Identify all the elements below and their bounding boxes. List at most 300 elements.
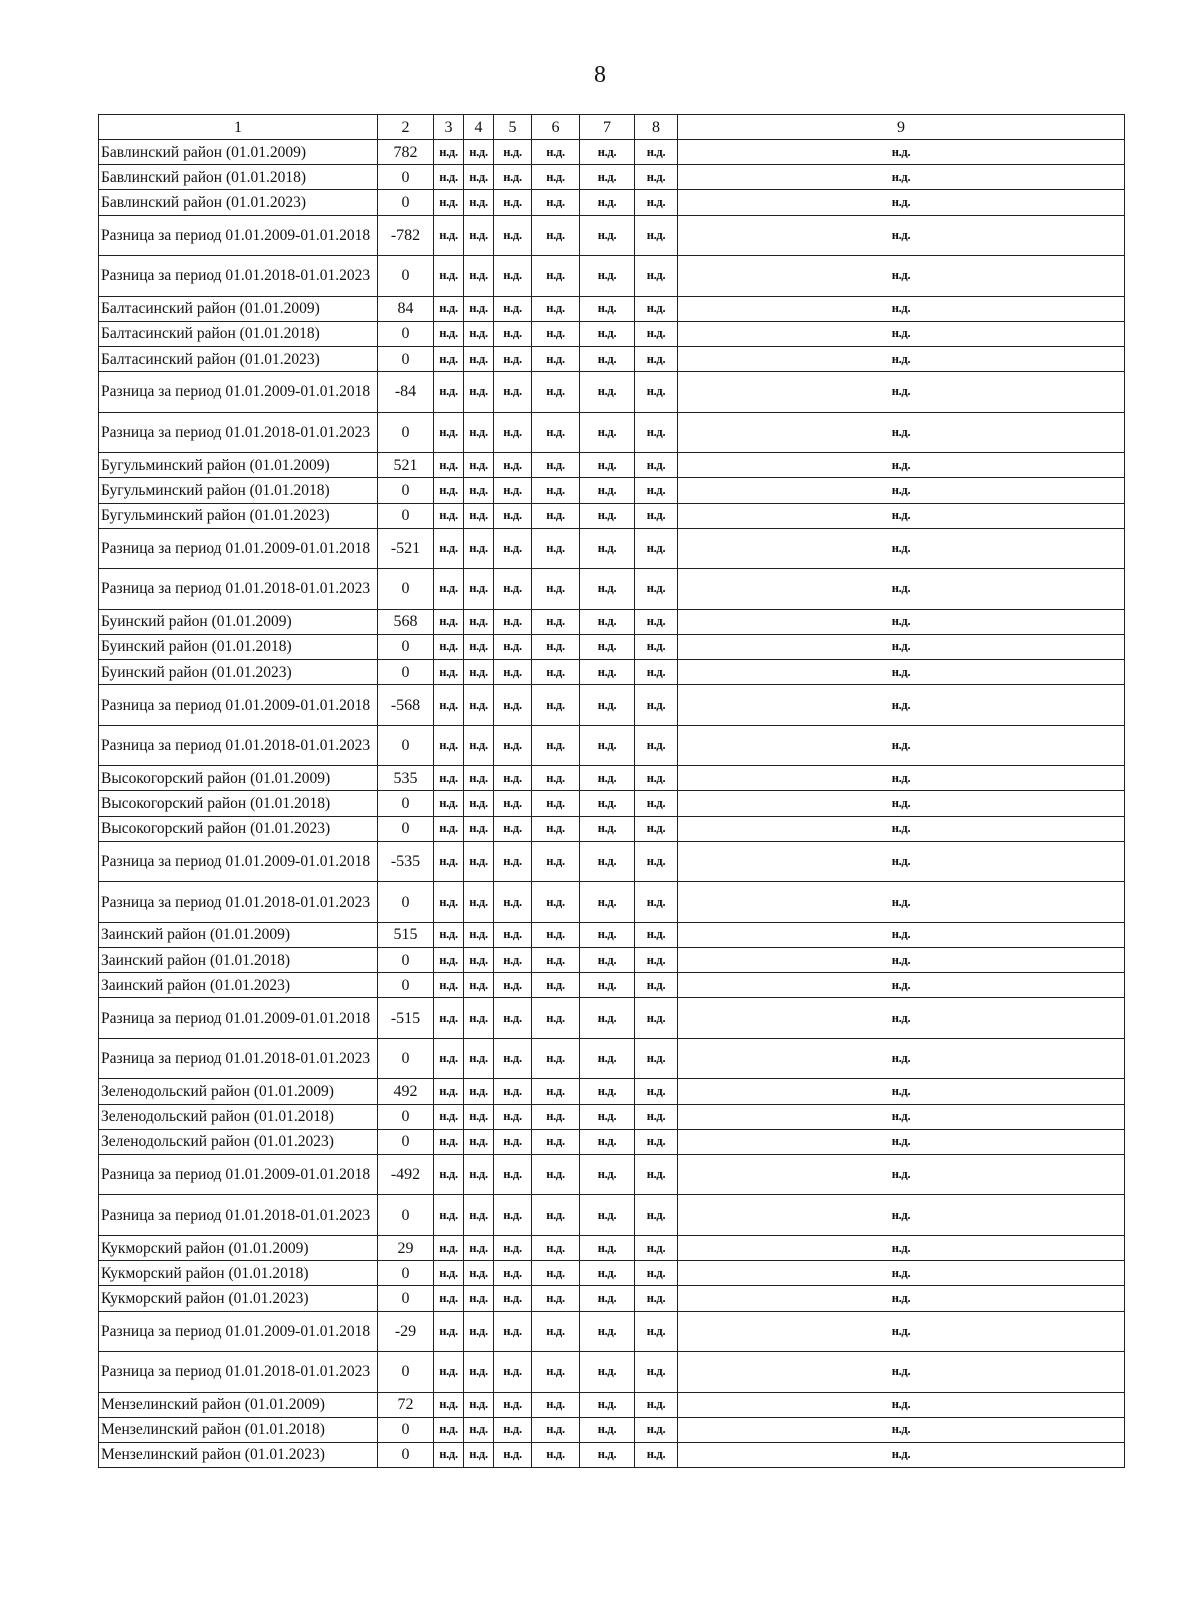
- nd-cell: н.д.: [532, 296, 580, 321]
- nd-cell: н.д.: [678, 1154, 1125, 1195]
- nd-cell: н.д.: [532, 725, 580, 766]
- nd-cell: н.д.: [635, 372, 678, 413]
- nd-cell: н.д.: [434, 1392, 464, 1417]
- nd-cell: н.д.: [678, 1352, 1125, 1393]
- column-header: 2: [378, 115, 434, 140]
- nd-cell: н.д.: [464, 1392, 494, 1417]
- nd-cell: н.д.: [678, 1079, 1125, 1104]
- nd-cell: н.д.: [635, 948, 678, 973]
- nd-cell: н.д.: [494, 140, 532, 165]
- row-name-cell: Высокогорский район (01.01.2009): [99, 766, 378, 791]
- row-name-cell: Разница за период 01.01.2018-01.01.2023: [99, 1038, 378, 1079]
- nd-cell: н.д.: [494, 766, 532, 791]
- nd-cell: н.д.: [494, 1417, 532, 1442]
- nd-cell: н.д.: [532, 973, 580, 998]
- nd-cell: н.д.: [678, 922, 1125, 947]
- nd-cell: н.д.: [464, 1235, 494, 1260]
- nd-cell: н.д.: [464, 1104, 494, 1129]
- nd-cell: н.д.: [678, 256, 1125, 297]
- nd-cell: н.д.: [678, 215, 1125, 256]
- row-value-cell: 0: [378, 478, 434, 503]
- table-row: [99, 215, 1125, 256]
- nd-cell: н.д.: [580, 1235, 635, 1260]
- table-header-row: [99, 115, 1125, 140]
- nd-cell: н.д.: [532, 1352, 580, 1393]
- nd-cell: н.д.: [494, 1392, 532, 1417]
- nd-cell: н.д.: [580, 1038, 635, 1079]
- nd-cell: н.д.: [494, 215, 532, 256]
- row-name-cell: Высокогорский район (01.01.2023): [99, 816, 378, 841]
- nd-cell: н.д.: [532, 1235, 580, 1260]
- row-value-cell: 0: [378, 256, 434, 297]
- nd-cell: н.д.: [434, 882, 464, 923]
- row-name-cell: Бавлинский район (01.01.2009): [99, 140, 378, 165]
- nd-cell: н.д.: [434, 528, 464, 569]
- row-value-cell: -568: [378, 685, 434, 726]
- nd-cell: н.д.: [464, 1352, 494, 1393]
- nd-cell: н.д.: [494, 256, 532, 297]
- nd-cell: н.д.: [494, 1235, 532, 1260]
- row-value-cell: -782: [378, 215, 434, 256]
- nd-cell: н.д.: [434, 685, 464, 726]
- table-row: [99, 973, 1125, 998]
- table-row: [99, 634, 1125, 659]
- nd-cell: н.д.: [580, 1104, 635, 1129]
- nd-cell: н.д.: [434, 725, 464, 766]
- nd-cell: н.д.: [464, 321, 494, 346]
- nd-cell: н.д.: [434, 412, 464, 453]
- row-name-cell: Заинский район (01.01.2018): [99, 948, 378, 973]
- nd-cell: н.д.: [464, 215, 494, 256]
- table-row: [99, 321, 1125, 346]
- table-row: [99, 296, 1125, 321]
- nd-cell: н.д.: [434, 453, 464, 478]
- nd-cell: н.д.: [464, 816, 494, 841]
- table-row: [99, 1235, 1125, 1260]
- nd-cell: н.д.: [678, 1195, 1125, 1236]
- nd-cell: н.д.: [494, 1311, 532, 1352]
- nd-cell: н.д.: [678, 660, 1125, 685]
- nd-cell: н.д.: [635, 816, 678, 841]
- nd-cell: н.д.: [635, 973, 678, 998]
- row-value-cell: 0: [378, 725, 434, 766]
- nd-cell: н.д.: [580, 528, 635, 569]
- nd-cell: н.д.: [532, 660, 580, 685]
- row-value-cell: 84: [378, 296, 434, 321]
- data-table: [98, 114, 1125, 1468]
- nd-cell: н.д.: [434, 346, 464, 371]
- nd-cell: н.д.: [635, 1261, 678, 1286]
- table-row: [99, 1352, 1125, 1393]
- nd-cell: н.д.: [434, 1079, 464, 1104]
- table-row: [99, 841, 1125, 882]
- nd-cell: н.д.: [434, 1195, 464, 1236]
- table-row: [99, 412, 1125, 453]
- nd-cell: н.д.: [532, 190, 580, 215]
- nd-cell: н.д.: [434, 841, 464, 882]
- nd-cell: н.д.: [532, 1286, 580, 1311]
- nd-cell: н.д.: [464, 346, 494, 371]
- row-value-cell: 782: [378, 140, 434, 165]
- nd-cell: н.д.: [635, 1104, 678, 1129]
- nd-cell: н.д.: [532, 478, 580, 503]
- nd-cell: н.д.: [532, 140, 580, 165]
- row-name-cell: Разница за период 01.01.2009-01.01.2018: [99, 1154, 378, 1195]
- nd-cell: н.д.: [464, 634, 494, 659]
- nd-cell: н.д.: [678, 1442, 1125, 1467]
- nd-cell: н.д.: [678, 346, 1125, 371]
- nd-cell: н.д.: [678, 372, 1125, 413]
- column-header: 1: [99, 115, 378, 140]
- nd-cell: н.д.: [580, 478, 635, 503]
- nd-cell: н.д.: [635, 296, 678, 321]
- nd-cell: н.д.: [678, 1286, 1125, 1311]
- nd-cell: н.д.: [434, 660, 464, 685]
- nd-cell: н.д.: [580, 215, 635, 256]
- nd-cell: н.д.: [635, 1417, 678, 1442]
- nd-cell: н.д.: [678, 841, 1125, 882]
- nd-cell: н.д.: [580, 190, 635, 215]
- row-name-cell: Кукморский район (01.01.2009): [99, 1235, 378, 1260]
- nd-cell: н.д.: [532, 1311, 580, 1352]
- nd-cell: н.д.: [494, 372, 532, 413]
- nd-cell: н.д.: [532, 1442, 580, 1467]
- nd-cell: н.д.: [464, 998, 494, 1039]
- nd-cell: н.д.: [532, 1104, 580, 1129]
- nd-cell: н.д.: [494, 1038, 532, 1079]
- nd-cell: н.д.: [494, 478, 532, 503]
- nd-cell: н.д.: [580, 791, 635, 816]
- nd-cell: н.д.: [464, 1442, 494, 1467]
- nd-cell: н.д.: [532, 791, 580, 816]
- column-header: 4: [464, 115, 494, 140]
- row-value-cell: 0: [378, 1038, 434, 1079]
- row-value-cell: 0: [378, 503, 434, 528]
- nd-cell: н.д.: [464, 296, 494, 321]
- nd-cell: н.д.: [532, 766, 580, 791]
- row-value-cell: 521: [378, 453, 434, 478]
- nd-cell: н.д.: [580, 503, 635, 528]
- nd-cell: н.д.: [580, 998, 635, 1039]
- row-value-cell: 0: [378, 1352, 434, 1393]
- nd-cell: н.д.: [678, 1261, 1125, 1286]
- nd-cell: н.д.: [494, 1195, 532, 1236]
- table-row: [99, 346, 1125, 371]
- nd-cell: н.д.: [580, 725, 635, 766]
- nd-cell: н.д.: [532, 503, 580, 528]
- nd-cell: н.д.: [532, 372, 580, 413]
- nd-cell: н.д.: [464, 766, 494, 791]
- nd-cell: н.д.: [494, 882, 532, 923]
- row-name-cell: Кукморский район (01.01.2023): [99, 1286, 378, 1311]
- nd-cell: н.д.: [635, 634, 678, 659]
- nd-cell: н.д.: [580, 609, 635, 634]
- nd-cell: н.д.: [635, 1195, 678, 1236]
- row-name-cell: Разница за период 01.01.2009-01.01.2018: [99, 998, 378, 1039]
- nd-cell: н.д.: [532, 1079, 580, 1104]
- nd-cell: н.д.: [580, 256, 635, 297]
- row-name-cell: Разница за период 01.01.2018-01.01.2023: [99, 256, 378, 297]
- nd-cell: н.д.: [434, 140, 464, 165]
- nd-cell: н.д.: [464, 453, 494, 478]
- nd-cell: н.д.: [678, 1392, 1125, 1417]
- row-name-cell: Разница за период 01.01.2009-01.01.2018: [99, 528, 378, 569]
- table-row: [99, 816, 1125, 841]
- nd-cell: н.д.: [678, 190, 1125, 215]
- nd-cell: н.д.: [678, 634, 1125, 659]
- nd-cell: н.д.: [464, 660, 494, 685]
- nd-cell: н.д.: [464, 882, 494, 923]
- nd-cell: н.д.: [464, 165, 494, 190]
- row-name-cell: Разница за период 01.01.2009-01.01.2018: [99, 1311, 378, 1352]
- table-row: [99, 1038, 1125, 1079]
- nd-cell: н.д.: [678, 998, 1125, 1039]
- row-value-cell: 0: [378, 346, 434, 371]
- nd-cell: н.д.: [494, 190, 532, 215]
- nd-cell: н.д.: [532, 634, 580, 659]
- nd-cell: н.д.: [434, 1235, 464, 1260]
- nd-cell: н.д.: [678, 1311, 1125, 1352]
- table-row: [99, 1442, 1125, 1467]
- nd-cell: н.д.: [580, 412, 635, 453]
- nd-cell: н.д.: [434, 215, 464, 256]
- nd-cell: н.д.: [464, 1417, 494, 1442]
- nd-cell: н.д.: [434, 478, 464, 503]
- nd-cell: н.д.: [635, 766, 678, 791]
- nd-cell: н.д.: [678, 1235, 1125, 1260]
- nd-cell: н.д.: [678, 973, 1125, 998]
- row-value-cell: 0: [378, 660, 434, 685]
- nd-cell: н.д.: [678, 528, 1125, 569]
- row-value-cell: -535: [378, 841, 434, 882]
- nd-cell: н.д.: [434, 1038, 464, 1079]
- nd-cell: н.д.: [464, 528, 494, 569]
- table-row: [99, 453, 1125, 478]
- nd-cell: н.д.: [494, 1129, 532, 1154]
- row-value-cell: -84: [378, 372, 434, 413]
- nd-cell: н.д.: [635, 1038, 678, 1079]
- nd-cell: н.д.: [635, 791, 678, 816]
- table-row: [99, 140, 1125, 165]
- nd-cell: н.д.: [678, 321, 1125, 346]
- nd-cell: н.д.: [532, 948, 580, 973]
- nd-cell: н.д.: [635, 478, 678, 503]
- row-value-cell: 29: [378, 1235, 434, 1260]
- row-value-cell: 72: [378, 1392, 434, 1417]
- nd-cell: н.д.: [494, 1352, 532, 1393]
- nd-cell: н.д.: [464, 841, 494, 882]
- nd-cell: н.д.: [635, 215, 678, 256]
- nd-cell: н.д.: [532, 816, 580, 841]
- row-value-cell: 0: [378, 165, 434, 190]
- row-name-cell: Буинский район (01.01.2018): [99, 634, 378, 659]
- row-value-cell: 0: [378, 1286, 434, 1311]
- nd-cell: н.д.: [532, 569, 580, 610]
- nd-cell: н.д.: [532, 528, 580, 569]
- row-value-cell: -515: [378, 998, 434, 1039]
- nd-cell: н.д.: [494, 725, 532, 766]
- table-row: [99, 998, 1125, 1039]
- row-name-cell: Разница за период 01.01.2009-01.01.2018: [99, 372, 378, 413]
- nd-cell: н.д.: [580, 816, 635, 841]
- table-row: [99, 882, 1125, 923]
- table-row: [99, 478, 1125, 503]
- nd-cell: н.д.: [532, 609, 580, 634]
- nd-cell: н.д.: [532, 321, 580, 346]
- row-name-cell: Заинский район (01.01.2023): [99, 973, 378, 998]
- row-name-cell: Буинский район (01.01.2009): [99, 609, 378, 634]
- row-value-cell: 0: [378, 791, 434, 816]
- nd-cell: н.д.: [580, 1442, 635, 1467]
- nd-cell: н.д.: [494, 165, 532, 190]
- nd-cell: н.д.: [678, 766, 1125, 791]
- nd-cell: н.д.: [580, 346, 635, 371]
- column-header: 6: [532, 115, 580, 140]
- nd-cell: н.д.: [580, 922, 635, 947]
- nd-cell: н.д.: [635, 1154, 678, 1195]
- nd-cell: н.д.: [678, 882, 1125, 923]
- table-row: [99, 1129, 1125, 1154]
- nd-cell: н.д.: [494, 1104, 532, 1129]
- nd-cell: н.д.: [678, 948, 1125, 973]
- row-value-cell: 0: [378, 321, 434, 346]
- nd-cell: н.д.: [434, 503, 464, 528]
- row-name-cell: Бавлинский район (01.01.2018): [99, 165, 378, 190]
- row-name-cell: Разница за период 01.01.2018-01.01.2023: [99, 569, 378, 610]
- nd-cell: н.д.: [464, 1311, 494, 1352]
- nd-cell: н.д.: [532, 165, 580, 190]
- row-value-cell: 0: [378, 412, 434, 453]
- nd-cell: н.д.: [434, 1104, 464, 1129]
- nd-cell: н.д.: [678, 165, 1125, 190]
- nd-cell: н.д.: [494, 1154, 532, 1195]
- row-name-cell: Кукморский район (01.01.2018): [99, 1261, 378, 1286]
- nd-cell: н.д.: [580, 1195, 635, 1236]
- table-row: [99, 609, 1125, 634]
- table-row: [99, 1392, 1125, 1417]
- nd-cell: н.д.: [494, 973, 532, 998]
- table-row: [99, 256, 1125, 297]
- nd-cell: н.д.: [434, 609, 464, 634]
- table-row: [99, 766, 1125, 791]
- nd-cell: н.д.: [678, 1038, 1125, 1079]
- row-name-cell: Разница за период 01.01.2009-01.01.2018: [99, 215, 378, 256]
- row-value-cell: 0: [378, 569, 434, 610]
- nd-cell: н.д.: [635, 569, 678, 610]
- nd-cell: н.д.: [494, 998, 532, 1039]
- row-value-cell: 0: [378, 190, 434, 215]
- nd-cell: н.д.: [464, 1261, 494, 1286]
- nd-cell: н.д.: [464, 948, 494, 973]
- nd-cell: н.д.: [635, 1392, 678, 1417]
- row-value-cell: -521: [378, 528, 434, 569]
- row-name-cell: Мензелинский район (01.01.2018): [99, 1417, 378, 1442]
- nd-cell: н.д.: [434, 948, 464, 973]
- nd-cell: н.д.: [678, 1129, 1125, 1154]
- nd-cell: н.д.: [494, 609, 532, 634]
- nd-cell: н.д.: [434, 321, 464, 346]
- row-name-cell: Зеленодольский район (01.01.2009): [99, 1079, 378, 1104]
- row-value-cell: 0: [378, 1417, 434, 1442]
- nd-cell: н.д.: [434, 998, 464, 1039]
- nd-cell: н.д.: [678, 296, 1125, 321]
- row-name-cell: Высокогорский район (01.01.2018): [99, 791, 378, 816]
- table-row: [99, 528, 1125, 569]
- nd-cell: н.д.: [580, 569, 635, 610]
- nd-cell: н.д.: [494, 922, 532, 947]
- nd-cell: н.д.: [434, 569, 464, 610]
- nd-cell: н.д.: [678, 685, 1125, 726]
- nd-cell: н.д.: [494, 528, 532, 569]
- nd-cell: н.д.: [635, 922, 678, 947]
- nd-cell: н.д.: [532, 412, 580, 453]
- nd-cell: н.д.: [532, 685, 580, 726]
- nd-cell: н.д.: [494, 1442, 532, 1467]
- row-value-cell: 0: [378, 1195, 434, 1236]
- nd-cell: н.д.: [678, 503, 1125, 528]
- page-number: 8: [594, 62, 606, 88]
- table-row: [99, 1261, 1125, 1286]
- row-value-cell: 0: [378, 1442, 434, 1467]
- table-row: [99, 1079, 1125, 1104]
- nd-cell: н.д.: [635, 1129, 678, 1154]
- nd-cell: н.д.: [580, 685, 635, 726]
- nd-cell: н.д.: [635, 412, 678, 453]
- table-row: [99, 165, 1125, 190]
- nd-cell: н.д.: [494, 346, 532, 371]
- table-row: [99, 1286, 1125, 1311]
- nd-cell: н.д.: [434, 1442, 464, 1467]
- nd-cell: н.д.: [678, 816, 1125, 841]
- nd-cell: н.д.: [532, 215, 580, 256]
- nd-cell: н.д.: [532, 1417, 580, 1442]
- nd-cell: н.д.: [635, 609, 678, 634]
- nd-cell: н.д.: [494, 1079, 532, 1104]
- nd-cell: н.д.: [580, 1154, 635, 1195]
- column-header: 5: [494, 115, 532, 140]
- nd-cell: н.д.: [434, 296, 464, 321]
- table-row: [99, 922, 1125, 947]
- nd-cell: н.д.: [464, 1038, 494, 1079]
- row-name-cell: Балтасинский район (01.01.2009): [99, 296, 378, 321]
- nd-cell: н.д.: [635, 190, 678, 215]
- nd-cell: н.д.: [434, 1311, 464, 1352]
- row-name-cell: Разница за период 01.01.2018-01.01.2023: [99, 1195, 378, 1236]
- column-header: 7: [580, 115, 635, 140]
- row-value-cell: 0: [378, 948, 434, 973]
- nd-cell: н.д.: [635, 660, 678, 685]
- nd-cell: н.д.: [434, 165, 464, 190]
- nd-cell: н.д.: [580, 165, 635, 190]
- row-name-cell: Разница за период 01.01.2018-01.01.2023: [99, 412, 378, 453]
- row-value-cell: 0: [378, 634, 434, 659]
- nd-cell: н.д.: [635, 725, 678, 766]
- nd-cell: н.д.: [494, 685, 532, 726]
- table-row: [99, 503, 1125, 528]
- nd-cell: н.д.: [678, 791, 1125, 816]
- table-row: [99, 1311, 1125, 1352]
- nd-cell: н.д.: [678, 1417, 1125, 1442]
- nd-cell: н.д.: [678, 609, 1125, 634]
- nd-cell: н.д.: [434, 816, 464, 841]
- nd-cell: н.д.: [635, 453, 678, 478]
- nd-cell: н.д.: [434, 634, 464, 659]
- nd-cell: н.д.: [464, 791, 494, 816]
- table-row: [99, 725, 1125, 766]
- nd-cell: н.д.: [434, 372, 464, 413]
- nd-cell: н.д.: [635, 685, 678, 726]
- nd-cell: н.д.: [580, 321, 635, 346]
